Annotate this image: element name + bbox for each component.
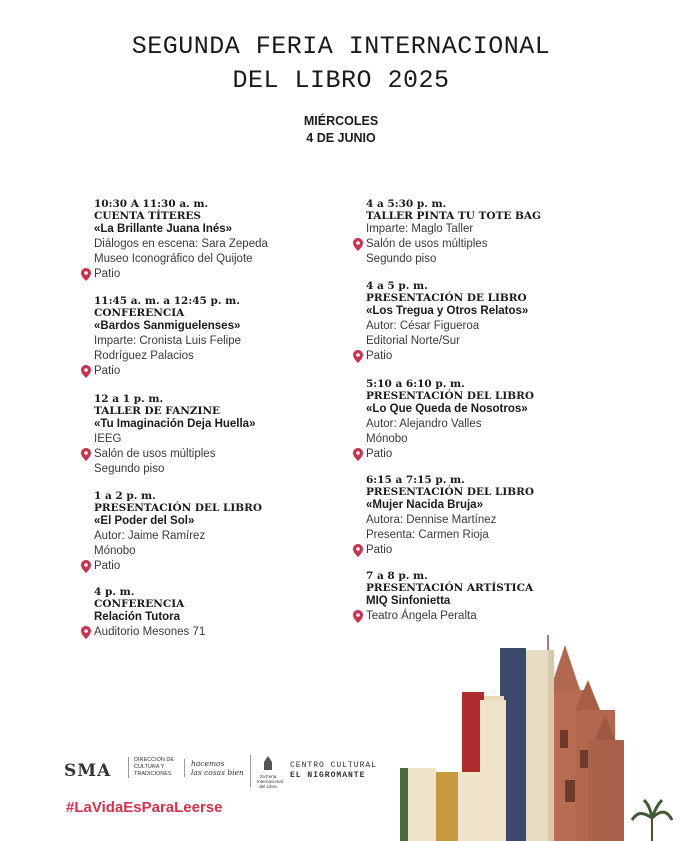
location-pin-icon bbox=[353, 448, 363, 461]
location-pin-icon bbox=[81, 268, 91, 281]
feria-logo bbox=[250, 755, 283, 789]
event-location bbox=[352, 349, 622, 364]
title-line-2: DEL LIBRO 2025 bbox=[232, 66, 450, 95]
day-heading bbox=[0, 113, 682, 147]
location-pin-icon bbox=[353, 238, 363, 251]
feria-logo-line: Internacional bbox=[257, 779, 283, 784]
schedule-event bbox=[352, 280, 622, 364]
event-title: «Lo Que Queda de Nosotros» bbox=[366, 403, 528, 415]
event-location-detail: Segundo piso bbox=[94, 463, 165, 475]
event-detail: Editorial Norte/Sur bbox=[366, 335, 460, 347]
event-type: CUENTA TÍTERES bbox=[94, 210, 202, 222]
location-pin-icon bbox=[353, 350, 363, 363]
event-detail: Presenta: Carmen Rioja bbox=[366, 529, 489, 541]
event-detail: Mónobo bbox=[94, 545, 136, 557]
schedule-event bbox=[352, 570, 622, 624]
event-type: PRESENTACIÓN DEL LIBRO bbox=[366, 486, 535, 498]
feria-logo-icon bbox=[257, 756, 279, 770]
event-location bbox=[352, 237, 622, 252]
location-pin-icon bbox=[81, 448, 91, 461]
sma-sub-line: CULTURA Y bbox=[134, 764, 165, 770]
event-location bbox=[80, 447, 350, 462]
centro-line-1: CENTRO CULTURAL bbox=[290, 761, 378, 770]
date: 4 DE JUNIO bbox=[306, 131, 376, 145]
church-illustration bbox=[548, 635, 624, 841]
event-detail: Mónobo bbox=[366, 433, 408, 445]
event-time: 4 p. m. bbox=[94, 586, 135, 598]
event-location-text: Patio bbox=[94, 365, 121, 377]
event-type: TALLER PINTA TU TOTE BAG bbox=[366, 210, 542, 222]
schedule-event bbox=[80, 198, 350, 282]
location-pin-icon bbox=[353, 610, 363, 623]
event-type: CONFERENCIA bbox=[94, 598, 185, 610]
event-title: «El Poder del Sol» bbox=[94, 515, 195, 527]
books-illustration bbox=[400, 648, 554, 841]
slogan-line: las cosas bien bbox=[191, 768, 244, 777]
day-name: MIÉRCOLES bbox=[303, 114, 379, 128]
hashtag: #LaVidaEsParaLeerse bbox=[66, 799, 223, 816]
event-type: CONFERENCIA bbox=[94, 307, 185, 319]
event-detail: IEEG bbox=[94, 433, 122, 445]
event-location-text: Patio bbox=[94, 268, 121, 280]
event-time: 5:10 a 6:10 p. m. bbox=[366, 378, 465, 390]
event-detail: Diálogos en escena: Sara Zepeda bbox=[94, 238, 268, 250]
event-detail: Autor: César Figueroa bbox=[366, 320, 480, 332]
event-type: PRESENTACIÓN ARTÍSTICA bbox=[366, 582, 534, 594]
event-location-text: Patio bbox=[94, 560, 121, 572]
event-location bbox=[352, 543, 622, 558]
schedule-event bbox=[80, 295, 350, 379]
centro-line-2 bbox=[290, 771, 377, 781]
event-type: PRESENTACIÓN DEL LIBRO bbox=[366, 390, 535, 402]
centro-cultural-logo bbox=[290, 761, 377, 781]
event-location-text: Patio bbox=[366, 544, 393, 556]
event-title: «La Brillante Juana Inés» bbox=[94, 223, 233, 235]
event-location-text: Patio bbox=[366, 350, 393, 362]
event-location bbox=[352, 447, 622, 462]
schedule-event bbox=[80, 586, 350, 640]
sma-subtitle bbox=[128, 757, 174, 778]
event-type: PRESENTACIÓN DEL LIBRO bbox=[94, 502, 263, 514]
event-time: 4 a 5 p. m. bbox=[366, 280, 428, 292]
event-detail: Autor: Jaime Ramírez bbox=[94, 530, 206, 542]
event-detail: Autora: Dennise Martínez bbox=[366, 514, 497, 526]
event-location bbox=[80, 267, 350, 282]
event-detail: Imparte: Maglo Taller bbox=[366, 223, 474, 235]
feria-logo-line: del Libro bbox=[259, 784, 277, 789]
event-time: 6:15 a 7:15 p. m. bbox=[366, 474, 465, 486]
schedule-event bbox=[352, 198, 622, 267]
location-pin-icon bbox=[353, 544, 363, 557]
event-location-text: Patio bbox=[366, 448, 393, 460]
event-title: «Tu Imaginación Deja Huella» bbox=[94, 418, 256, 430]
location-pin-icon bbox=[81, 365, 91, 378]
sma-sub-line: TRADICIONES bbox=[134, 771, 172, 777]
location-pin-icon bbox=[81, 626, 91, 639]
event-location-text: Auditorio Mesones 71 bbox=[94, 626, 206, 638]
event-detail: Imparte: Cronista Luis Felipe bbox=[94, 335, 242, 347]
schedule-event bbox=[80, 393, 350, 477]
event-time: 11:45 a. m. a 12:45 p. m. bbox=[94, 295, 240, 307]
event-title: «Los Tregua y Otros Relatos» bbox=[366, 305, 529, 317]
schedule-event bbox=[352, 378, 622, 462]
event-location bbox=[80, 559, 350, 574]
location-pin-icon bbox=[81, 560, 91, 573]
slogan-line: hacemos bbox=[191, 759, 225, 768]
slogan-logo bbox=[184, 759, 244, 777]
title-line-1: SEGUNDA FERIA INTERNACIONAL bbox=[131, 32, 551, 61]
event-title: «Mujer Nacida Bruja» bbox=[366, 499, 483, 511]
sponsor-logos bbox=[64, 755, 384, 789]
palm-illustration bbox=[632, 800, 672, 841]
event-detail: Autor: Alejandro Valles bbox=[366, 418, 482, 430]
schedule-event bbox=[80, 490, 350, 574]
event-detail: Rodríguez Palacios bbox=[94, 350, 194, 362]
event-time: 10:30 A 11:30 a. m. bbox=[94, 198, 209, 210]
event-location bbox=[80, 364, 350, 379]
event-title: Relación Tutora bbox=[94, 611, 181, 623]
event-detail: Museo Iconográfico del Quijote bbox=[94, 253, 253, 265]
event-time: 7 a 8 p. m. bbox=[366, 570, 428, 582]
event-location bbox=[352, 609, 622, 624]
event-location bbox=[80, 625, 350, 640]
event-location-text: Teatro Ángela Peralta bbox=[366, 610, 477, 622]
event-time: 1 a 2 p. m. bbox=[94, 490, 156, 502]
event-location-text: Salón de usos múltiples bbox=[94, 448, 216, 460]
sma-logo: SMA bbox=[64, 761, 112, 781]
event-location-detail: Segundo piso bbox=[366, 253, 437, 265]
event-type: TALLER DE FANZINE bbox=[94, 405, 221, 417]
schedule-event bbox=[352, 474, 622, 558]
event-type: PRESENTACIÓN DE LIBRO bbox=[366, 292, 527, 304]
feria-logo-line: 2a Feria bbox=[259, 774, 277, 779]
centro-line-2-text: EL NIGROMANTE bbox=[290, 771, 366, 780]
event-time: 12 a 1 p. m. bbox=[94, 393, 164, 405]
event-location-text: Salón de usos múltiples bbox=[366, 238, 488, 250]
books-and-church-illustration bbox=[400, 630, 682, 841]
event-title: MIQ Sinfonietta bbox=[366, 595, 451, 607]
event-time: 4 a 5:30 p. m. bbox=[366, 198, 447, 210]
page-title bbox=[0, 30, 682, 98]
sma-sub-line: DIRECCIÓN DE bbox=[134, 757, 175, 763]
event-title: «Bardos Sanmiguelenses» bbox=[94, 320, 241, 332]
